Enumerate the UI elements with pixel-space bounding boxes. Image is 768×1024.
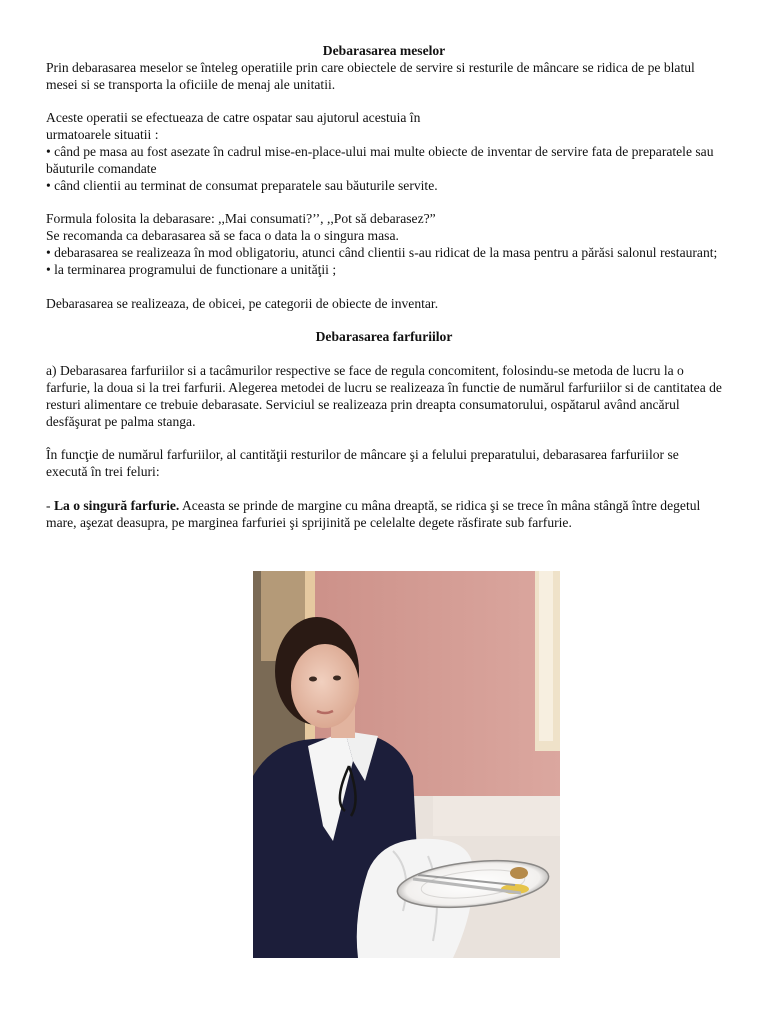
bullet-mise-en-place: • când pe masa au fost asezate în cadrul mise-en-place-ului mai multe obiecte de inventar de servire fata de preparatele sau băuturile comandate: [46, 143, 714, 176]
paragraph-three-ways: În funcţie de numărul farfuriilor, al cantităţii resturilor de mâncare şi a felului preparatului, debarasarea farfuriilor se execută în trei feluri:: [46, 447, 679, 480]
paragraph-operations-line2: urmatoarele situatii :: [46, 127, 159, 143]
list-item-description: Aceasta se prinde de margine cu mâna dreaptă, se ridica şi se trece în mâna stângă între degetul mare, aşezat deasupra, pe marginea farfuriei şi sprijinită pe celelalte degete răsfirate sub farfurie.: [46, 497, 701, 530]
document-body: [46, 43, 722, 532]
bullet-mandatory: • debarasarea se realizeaza în mod obligatoriu, atunci când clientii s-au ridicat de la masa pentru a părăsi salonul restaurant;: [46, 244, 718, 260]
paragraph-formula: Formula folosita la debarasare: ,,Mai consumati?’’, ,,Pot să debarasez?”: [46, 211, 436, 227]
paragraph-method: a) Debarasarea farfuriilor si a tacâmurilor respective se face de regula concomitent, folosindu-se metoda de lucru la o farfurie, la doua si la trei farfurii. Alegerea metodei de lucru se realizeaza în functie de numărul farfuriilor si de cantitatea de resturi alimentare ce trebuie debarasate. Serviciul se realizeaza prin dreapta consumatorului, ospătarul având ancărul desfăşurat pe palma stanga.: [46, 363, 722, 429]
paragraph-operations-line1: Aceste operatii se efectueaza de catre ospatar sau ajutorul acestuia în: [46, 110, 421, 126]
list-dash: -: [46, 497, 54, 513]
bullet-end-of-program: • la terminarea programului de functionare a unităţii ;: [46, 261, 337, 277]
bullet-clients-finished: • când clientii au terminat de consumat preparatele sau băuturile servite.: [46, 177, 438, 193]
paragraph-intro: Prin debarasarea meselor se înteleg operatiile prin care obiectele de servire si resturile de mâncare se ridica de pe blatul mesei si se transporta la oficiile de menaj ale unitatii.: [46, 59, 695, 92]
section-title-debarasarea-farfuriilor: Debarasarea farfuriilor: [315, 329, 453, 345]
paragraph-categories: Debarasarea se realizeaza, de obicei, pe categorii de obiecte de inventar.: [46, 295, 439, 311]
paragraph-recommendation: Se recomanda ca debarasarea să se faca o data la o singura masa.: [46, 228, 399, 244]
list-item-single-plate: [46, 498, 722, 532]
section-title-debarasarea-meselor: Debarasarea meselor: [322, 43, 446, 58]
photo-waitress-holding-plate: [253, 571, 560, 958]
list-item-heading: La o singură farfurie.: [53, 497, 180, 513]
